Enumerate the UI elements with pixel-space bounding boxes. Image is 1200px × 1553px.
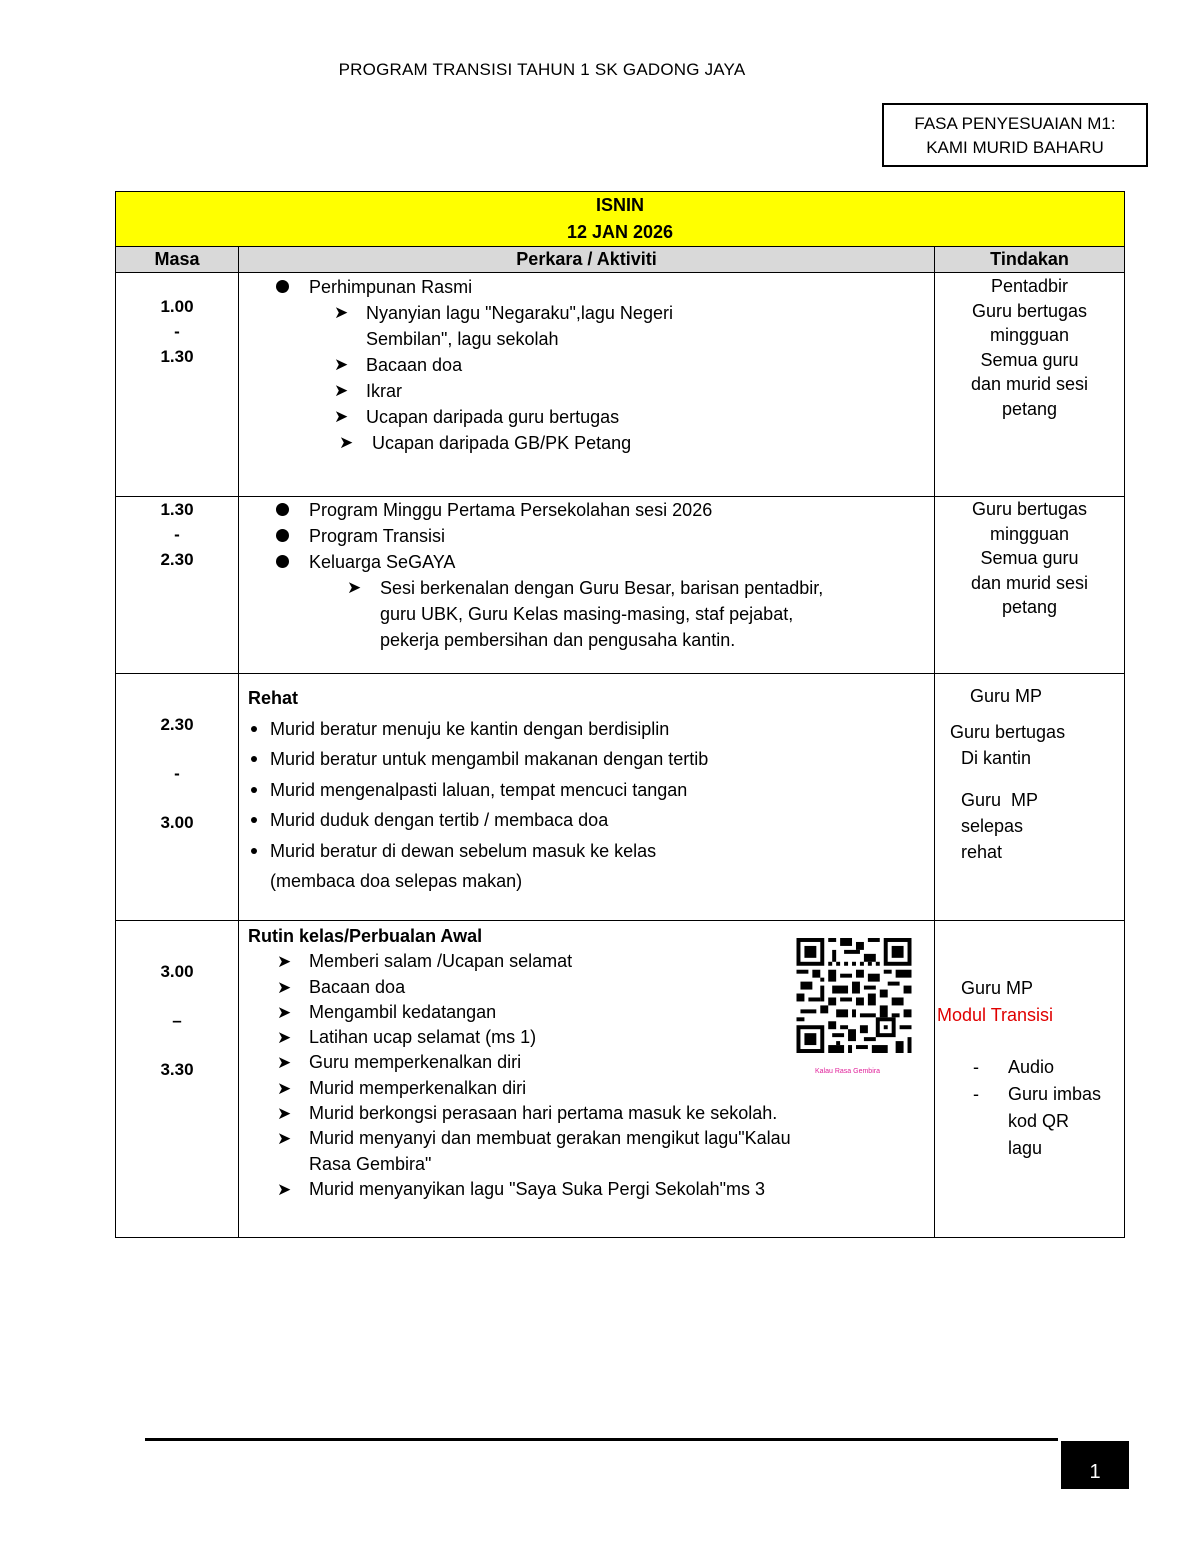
action-line: Guru bertugas [971,300,1088,321]
time-cell [116,921,239,1238]
time-cell [116,273,239,497]
item-text: Guru memperkenalkan diri [309,1052,522,1073]
action-line: Guru MP [961,978,1034,998]
item-text: Bacaan doa [309,976,406,997]
action-line: dan murid sesi [970,572,1089,593]
item-text: Murid menyanyikan lagu "Saya Suka Pergi Sekolah"ms 3 [309,1178,766,1199]
list-item [239,1126,934,1151]
action-bullet [935,1081,1124,1108]
action-line: rehat [961,842,1003,862]
item-text: Program Transisi [309,526,446,546]
action-line: kod QR [1008,1111,1070,1131]
time-start: 3.00 [160,962,194,981]
table-row [116,497,1125,674]
action-line: Guru bertugas [950,722,1066,742]
arrow-bullet-icon: ➤ [334,355,349,374]
time-end: 3.00 [160,813,194,832]
time-sep: - [174,322,180,341]
dash-bullet-icon: - [973,1057,979,1077]
column-header-row [116,247,1125,273]
bullet-dot-icon [251,848,257,854]
bullet-dot-icon [276,503,289,516]
action-line: Semua guru [980,349,1079,370]
item-text: Murid mengenalpasti laluan, tempat mencuci tangan [270,779,688,800]
time-cell [116,497,239,674]
list-item-continuation [239,326,934,352]
arrow-bullet-icon: ➤ [277,952,292,972]
footer-divider [145,1438,1058,1441]
list-item [239,378,934,404]
day-date: 12 JAN 2026 [566,222,674,242]
time-end: 3.30 [160,1060,194,1079]
phase-line-2: KAMI MURID BAHARU [926,138,1104,157]
time-end: 1.30 [160,347,194,366]
action-line: Guru imbas [1008,1084,1102,1104]
item-text: guru UBK, Guru Kelas masing-masing, staf pejabat, [380,604,794,624]
arrow-bullet-icon: ➤ [277,1104,292,1124]
item-text: Ucapan daripada guru bertugas [366,407,620,427]
action-cell [935,497,1125,674]
item-text: pekerja pembersihan dan pengusaha kantin. [380,630,736,650]
action-line: lagu [1008,1138,1043,1158]
arrow-bullet-icon: ➤ [347,578,362,597]
phase-line-1: FASA PENYESUAIAN M1: [914,114,1116,133]
qr-code-icon [795,938,913,1053]
action-cell [935,674,1125,921]
table-row [116,273,1125,497]
item-text: Murid beratur menuju ke kantin dengan berdisiplin [270,718,670,739]
list-item [239,352,934,378]
arrow-bullet-icon: ➤ [277,1078,292,1098]
list-item-continuation: Rasa Gembira" [309,1153,432,1174]
action-line: mingguan [989,325,1070,345]
list-item [239,714,934,745]
item-text: Mengambil kedatangan [309,1001,497,1022]
item-text: Ucapan daripada GB/PK Petang [372,433,632,453]
item-text: Sembilan", lagu sekolah [366,329,559,349]
list-item [239,575,934,601]
list-item [239,274,934,300]
action-cell [935,273,1125,497]
list-item [239,805,934,836]
item-text: Murid memperkenalkan diri [309,1077,527,1098]
arrow-bullet-icon: ➤ [277,1129,292,1149]
list-item [239,1177,934,1202]
column-header-action: Tindakan [935,247,1125,273]
list-item [239,497,934,523]
action-line: Guru MP [970,686,1043,706]
table-row [116,921,1125,1238]
arrow-bullet-icon: ➤ [277,977,292,997]
list-item [239,1101,934,1126]
arrow-bullet-icon: ➤ [334,407,349,426]
time-sep: - [174,764,180,783]
item-text: Sesi berkenalan dengan Guru Besar, barisan pentadbir, [380,578,824,598]
arrow-bullet-icon: ➤ [277,1053,292,1073]
module-link-text: Modul Transisi [937,1005,1054,1025]
column-header-time: Masa [116,247,239,273]
item-text: Murid beratur untuk mengambil makanan dengan tertib [270,749,709,769]
item-text: Murid menyanyi dan membuat gerakan mengikut lagu"Kalau [309,1128,791,1149]
time-end: 2.30 [160,550,194,569]
column-header-activity: Perkara / Aktiviti [239,247,935,273]
activity-cell [239,497,935,674]
activity-cell [239,921,935,1238]
list-item [239,836,934,867]
time-start: 1.30 [160,500,194,519]
arrow-bullet-icon: ➤ [277,1028,292,1048]
arrow-bullet-icon: ➤ [334,381,349,400]
time-start: 1.00 [160,297,194,316]
action-line: petang [1001,398,1058,419]
list-item [239,404,934,430]
arrow-bullet-icon: ➤ [334,303,349,322]
item-text: Keluarga SeGAYA [309,552,456,572]
list-item [239,549,934,575]
action-line: Audio [1008,1057,1055,1077]
section-heading: Rehat [248,688,299,708]
action-line: Di kantin [961,748,1032,768]
time-start: 2.30 [160,715,194,734]
time-cell [116,674,239,921]
activity-cell [239,273,935,497]
list-item [239,300,934,326]
day-name: ISNIN [596,195,645,215]
item-text: Ikrar [366,381,402,401]
bullet-dot-icon [276,280,289,293]
list-item-note: (membaca doa selepas makan) [270,871,523,891]
list-item [239,523,934,549]
item-text: Perhimpunan Rasmi [309,277,473,297]
schedule-table [115,191,1125,1238]
action-line: petang [1001,597,1058,617]
table-row [116,674,1125,921]
day-header-row [116,192,1125,247]
time-sep: - [174,525,180,544]
activity-cell [239,674,935,921]
bullet-dot-icon [251,756,257,762]
qr-caption: Kalau Rasa Gembira [815,1068,880,1075]
bullet-dot-icon [251,817,257,823]
list-item [239,775,934,806]
bullet-dot-icon [276,555,289,568]
list-item [239,744,934,775]
bullet-dot-icon [251,787,257,793]
action-line: mingguan [989,523,1070,544]
arrow-bullet-icon: ➤ [277,1002,292,1022]
dash-bullet-icon: - [973,1084,979,1104]
item-text: Latihan ucap selamat (ms 1) [309,1027,537,1048]
item-text: Bacaan doa [366,355,463,375]
item-text: Nyanyian lagu "Negaraku",lagu Negeri [366,303,673,323]
time-sep: – [172,1011,182,1030]
item-text: Program Minggu Pertama Persekolahan sesi 2026 [309,500,713,520]
bullet-dot-icon [276,529,289,542]
action-line: Pentadbir [990,276,1069,296]
item-text: Murid berkongsi perasaan hari pertama masuk ke sekolah. [309,1103,778,1124]
action-cell [935,921,1125,1238]
item-text: Memberi salam /Ucapan selamat [309,951,573,972]
document-title: PROGRAM TRANSISI TAHUN 1 SK GADONG JAYA [338,60,746,79]
arrow-bullet-icon: ➤ [339,433,354,452]
list-item-continuation [239,627,934,653]
item-text: Murid beratur di dewan sebelum masuk ke kelas [270,840,657,861]
phase-box [882,103,1148,167]
action-line: Guru bertugas [971,499,1088,519]
bullet-dot-icon [251,726,257,732]
action-bullet [935,1054,1124,1081]
action-line: selepas [961,816,1024,836]
list-item [239,430,934,456]
action-line: dan murid sesi [970,374,1089,394]
item-text: Murid duduk dengan tertib / membaca doa [270,810,609,830]
arrow-bullet-icon: ➤ [277,1179,292,1199]
section-heading: Rutin kelas/Perbualan Awal [248,926,483,946]
action-line: Semua guru [980,548,1079,568]
page-number: 1 [1061,1441,1129,1489]
action-line: Guru MP [961,790,1039,810]
list-item-continuation [239,601,934,627]
